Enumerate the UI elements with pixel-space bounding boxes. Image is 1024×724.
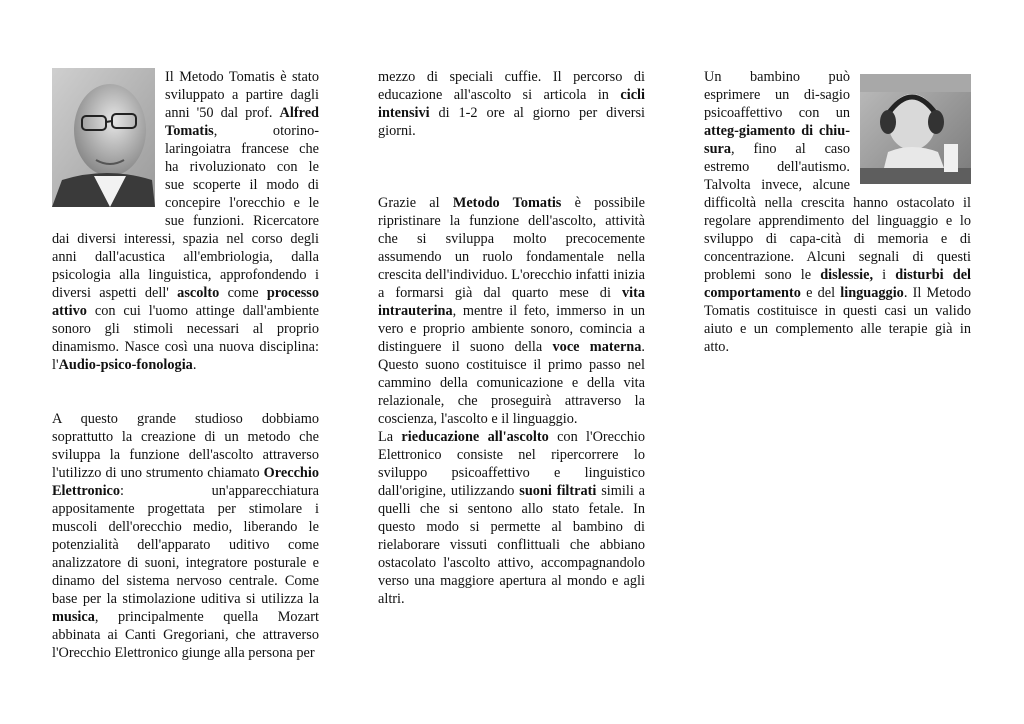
column-2: [378, 68, 645, 608]
column-1: [52, 68, 319, 662]
rieducazione-paragraph: La rieducazione all'ascolto con l'Orecchio Elettronico consiste nel ripercorrere lo sviluppo psicoaffettivo e linguistico dall'origine, utilizzando suoni filtrati simili a quelli che si sentono allo stato fetale. In questo modo si permette al bambino di rielaborare vissuti conflittuali che abbiano ostacolato l'ascolto attivo, accompagnandolo verso una maggiore apertura al mondo e agli altri.: [378, 429, 645, 607]
child-headphones-photo: [860, 74, 971, 184]
cicli-paragraph: mezzo di speciali cuffie. Il percorso di educazione all'ascolto si articola in cicli intensivi di 1-2 ore al giorno per diversi giorni.: [378, 69, 645, 139]
portrait-photo-alfred-tomatis: [52, 68, 155, 207]
disagio-paragraph: Un bambino può esprimere un di-sagio psicoaffettivo con un atteg-giamento di chiu-sura, fino al caso estremo dell'autismo. Talvolta invece, alcune difficoltà nella crescita hanno ostacolato il regolare apprendimento del linguaggio e lo sviluppo di capa-cità di memoria e di concentrazione. Alcuni segnali di questi problemi sono le dislessie, i disturbi del comportamento e del linguaggio. Il Metodo Tomatis costituisce in questi casi un valido aiuto e un complemento alle terapie già in atto.: [704, 69, 972, 355]
column-3: [704, 68, 971, 356]
orecchio-elettronico-paragraph: A questo grande studioso dobbiamo soprattutto la creazione di un metodo che sviluppa la funzione dell'ascolto attraverso l'utilizzo di uno strumento chiamato Orecchio Elettronico: un'apparecchiatura appositamente progettata per stimolare i muscoli dell'orecchio medio, liberando le potenzialità dell'apparato uditivo come analizzatore di suoni, integratore posturale e dinamo del sistema nervoso centrale. Come base per la stimolazione uditiva si utilizza la musica, principalmente quella Mozart abbinata ai Canti Gregoriani, che attraverso l'Orecchio Elettronico giunge alla persona per: [52, 411, 319, 661]
metodo-paragraph: Grazie al Metodo Tomatis è possibile ripristinare la funzione dell'ascolto, attività che si sviluppa molto precocemente assumendo un ruolo fondamentale nella crescita dell'individuo. L'orecchio infatti inizia a formarsi già dal quarto mese di vita intrauterina, mentre il feto, immerso in un vero e proprio ambiente sonoro, comincia a distinguere il suono della voce materna. Questo suono costituisce il primo passo nel cammino della comunicazione e della vita relazionale, che proseguirà attraverso la coscienza, l'ascolto e il linguaggio.: [378, 195, 645, 427]
intro-paragraph: Il Metodo Tomatis è stato sviluppato a partire dagli anni '50 dal prof. Alfred Tomatis, otorino-laringoiatra francese che ha rivoluzionato con le sue scoperte il modo di concepire l'orecchio e le sue funzioni. Ricercatore dai diversi interessi, spazia nel corso degli anni dall'acustica all'embriologia, dalla psicologia alla linguistica, approfondendo i diversi aspetti dell' ascolto come processo attivo con cui l'uomo attinge dall'ambiente sonoro gli stimoli necessari al proprio dinamismo. Nasce così una nuova disciplina: l'Audio-psico-fonologia.: [52, 69, 319, 373]
